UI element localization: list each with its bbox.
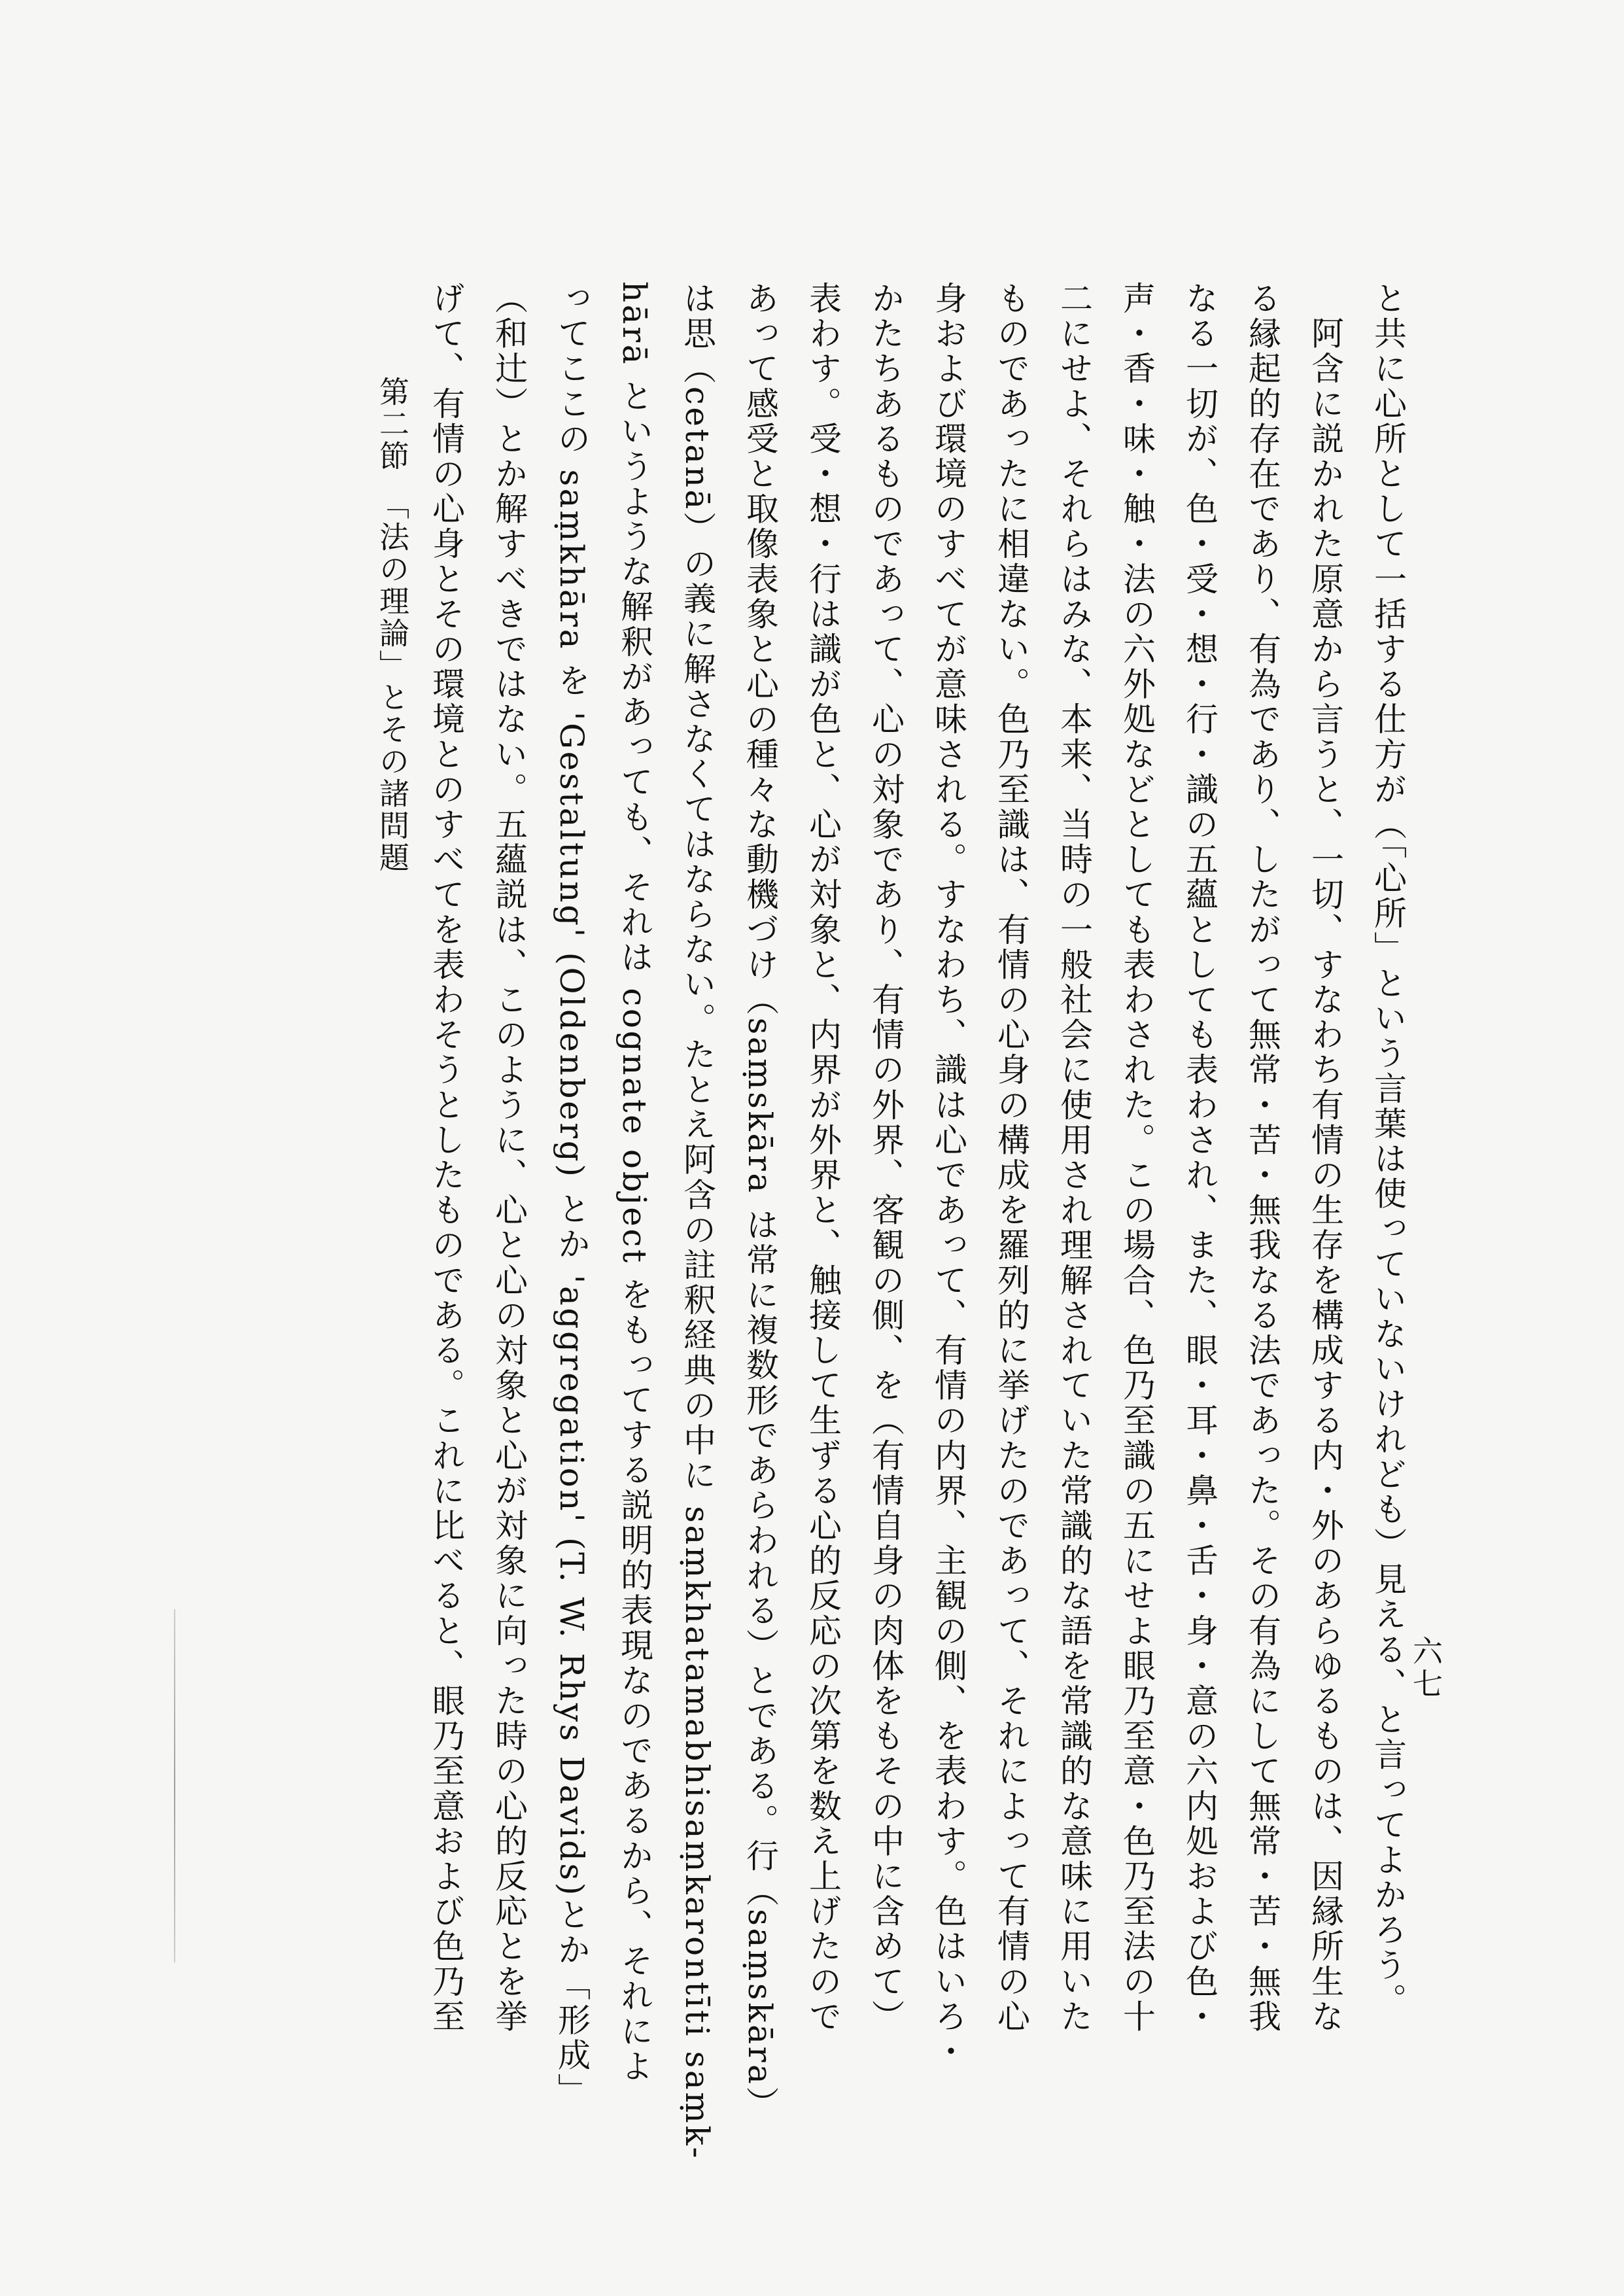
page-number: 六七 bbox=[1408, 1635, 1443, 1701]
running-footer: 第二節 「法の理論」とその諸問題 bbox=[375, 376, 410, 874]
text-column: あって感受と取像表象と心の種々な動機づけ（saṃskāra は常に複数形であらわれる）とである。行（saṃskāra） bbox=[741, 281, 779, 2122]
text-column: 阿含に説かれた原意から言うと、一切、すなわち有情の生存を構成する内・外のあらゆるものは、因縁所生な bbox=[1306, 281, 1344, 2034]
text-column: げて、有情の心身とその環境とのすべてを表わそうとしたものである。これに比べると、眼乃至意および色乃至 bbox=[427, 281, 465, 2034]
text-column: なる一切が、色・受・想・行・識の五蘊としても表わされ、また、眼・耳・鼻・舌・身・意の六内処および色・ bbox=[1181, 281, 1218, 2034]
text-column: （和辻）とか解すべきではない。五蘊説は、このように、心と心の対象と心が対象に向った時の心的反応とを挙 bbox=[490, 281, 528, 2034]
text-column: ってここの saṃkhāra を 'Gestaltung' (Oldenberg) とか 'aggregation' (T. W. Rhys Davids)とか「形成」 bbox=[553, 281, 591, 2108]
text-column: 身および環境のすべてが意味される。すなわち、識は心であって、有情の内界、主観の側、を表わす。色はいろ・ bbox=[929, 281, 967, 2070]
text-column: 二にせよ、それらはみな、本来、当時の一般社会に使用され理解されていた常識的な語を常識的な意味に用いた bbox=[1055, 281, 1093, 2034]
text-column: 表わす。受・想・行は識が色と、心が対象と、内界が外界と、触接して生ずる心的反応の次第を数え上げたので bbox=[804, 281, 842, 2034]
text-column: る縁起的存在であり、有為であり、したがって無常・苦・無我なる法であった。その有為にして無常・苦・無我 bbox=[1243, 281, 1281, 2034]
text-column: は思（cetanā）の義に解さなくてはならない。たとえ阿含の註釈経典の中に saṃkhatamabhisaṃkarontīti saṃk- bbox=[678, 281, 716, 2161]
text-column: 声・香・味・触・法の六外処などとしても表わされた。この場合、色乃至識の五にせよ眼乃至意・色乃至法の十 bbox=[1118, 281, 1156, 2034]
text-column: ものであったに相違ない。色乃至識は、有情の心身の構成を羅列的に挙げたのであって、それによって有情の心 bbox=[992, 281, 1030, 2034]
text-column: かたちあるものであって、心の対象であり、有情の外界、客観の側、を（有情自身の肉体をもその中に含めて） bbox=[867, 281, 905, 2034]
binding-edge-line bbox=[174, 1609, 175, 1962]
body-text bbox=[415, 281, 1419, 2161]
text-column: と共に心所として一括する仕方が（「心所」という言葉は使っていないけれども）見える、と言ってよかろう。 bbox=[1369, 281, 1407, 2018]
text-column: hārā というような解釈があっても、それは cognate object をもってする説明的表現なのであるから、それによ bbox=[615, 281, 653, 2085]
